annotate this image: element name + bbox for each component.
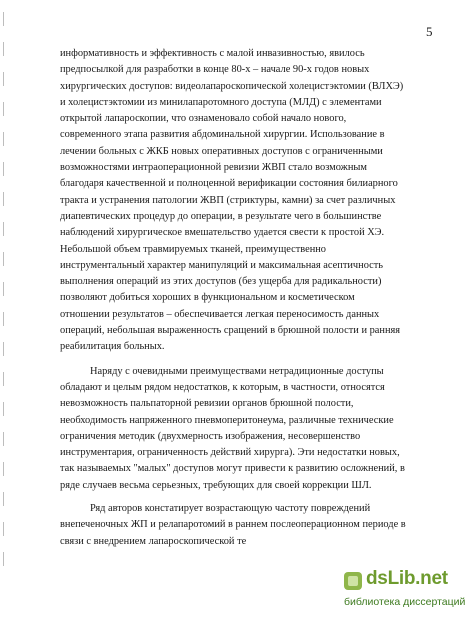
text-line: инструментария, ограниченность действий хирурга). Эти недостатки новых, — [60, 447, 400, 459]
text-line: Ряд авторов констатирует возрастающую частоту повреждений — [90, 503, 371, 515]
text-line: и холецистэктомии из минилапаротомного доступа (МЛД) с элементами — [60, 96, 382, 108]
text-line: тракта и устранения патологии ЖВП (стриктуры, камни) за счет различных — [60, 194, 396, 206]
text-line: Небольшой объем травмируемых тканей, преимущественно — [60, 243, 327, 255]
text-line: лечении больных с ЖКБ новых оперативных доступов с ограниченными — [60, 145, 383, 157]
text-line: реабилитация больных. — [60, 341, 165, 353]
text-line: информативность и эффективность с малой инвазивностью, явилось — [60, 48, 365, 59]
paragraph-1 — [60, 46, 416, 356]
paragraph-3 — [60, 501, 416, 550]
watermark — [344, 568, 465, 614]
text-line: благодаря качественной и полноценной верификации состояния билиарного — [60, 178, 398, 190]
text-line: современного этапа развития абдоминальной хирургии. Использование в — [60, 129, 385, 141]
text-line: необходимость напряженного пневмоперитонеума, различные технические — [60, 414, 394, 426]
text-line: выполнения операций из этих доступов (без ущерба для радикальности) — [60, 276, 382, 288]
text-line: наблюдений хирургическое вмешательство удается свести к простой ХЭ. — [60, 227, 385, 239]
text-line: хирургических доступов: видеолапароскопической холецистэктомии (ВЛХЭ) — [60, 80, 404, 92]
text-line: ограничения методик (двухмерность изображения, несовершенство — [60, 430, 361, 442]
watermark-caption: библиотека диссертаций — [344, 596, 465, 608]
text-line: ряде случаев весьма серьезных, требующих для своей коррекции ШЛ. — [60, 479, 372, 491]
text-line: позволяют добиться хороших в функциональном и косметическом — [60, 292, 355, 304]
dslib-logo-icon — [344, 572, 362, 590]
text-line: обладают и целым рядом недостатков, к которым, в частности, относятся — [60, 381, 385, 393]
text-line: диапевтических процедур до операции, в результате чего в большинстве — [60, 210, 382, 222]
text-line: предпосылкой для разработки в конце 80-х – начале 90-х годов новых — [60, 64, 370, 76]
text-line: внепеченочных ЖП и релапаротомий в раннем послеоперационном периоде в — [60, 519, 406, 531]
page-number: 5 — [426, 24, 433, 39]
text-line: невозможность пальпаторной ревизии органов брюшной полости, — [60, 398, 354, 410]
watermark-site: dsLib.net — [366, 568, 448, 589]
scan-edge-artifact — [3, 12, 4, 572]
text-line: возможностями интраоперационной ревизии ЖВП стало возможным — [60, 162, 367, 174]
text-line: инструментальный характер манипуляций и максимальная асептичность — [60, 259, 384, 271]
text-line: Наряду с очевидными преимуществами нетрадиционные доступы — [90, 365, 384, 377]
document-body — [60, 46, 416, 550]
text-line: связи с внедрением лапароскопической те — [60, 535, 247, 547]
text-line: операций, небольшая выраженность сращений в брюшной полости и ранняя — [60, 325, 401, 337]
paragraph-2 — [60, 364, 416, 494]
text-line: открытой лапароскопии, что ознаменовало собой начало нового, — [60, 113, 347, 125]
text-line: так называемых "малых" доступов могут привести к развитию осложнений, в — [60, 463, 405, 475]
text-line: отношении результатов – обеспечивается легкая переносимость данных — [60, 308, 380, 320]
